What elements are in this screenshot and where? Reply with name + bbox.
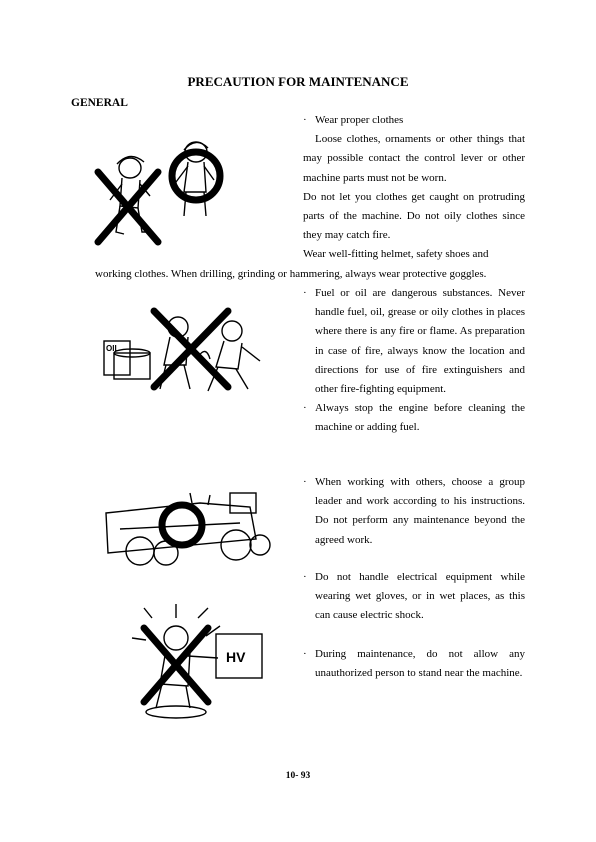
bullet-item — [303, 111, 525, 130]
page-number: 10- 93 — [285, 771, 311, 781]
section-heading: GENERAL — [71, 97, 128, 109]
prohibited-x-icon — [144, 628, 208, 702]
clothes-paragraph-3: Wear well-fitting helmet, safety shoes and — [303, 248, 489, 261]
panel-label: HV — [226, 649, 246, 665]
electrical-precaution — [303, 568, 525, 626]
prohibited-x-icon — [154, 311, 228, 387]
bullet-item — [303, 473, 525, 550]
unauthorized-text: During maintenance, do not allow any unauthorized person to stand near the machine. — [315, 648, 525, 680]
clothes-paragraph-1: Loose clothes, ornaments or other things that may possible contact the control lever or other machine parts must not be worn. — [303, 133, 525, 184]
group-work-text: When working with others, choose a group leader and work according to his instructions. Do not perform any maintenance beyond the agreed work. — [315, 476, 525, 546]
electrical-text: Do not handle electrical equipment while wearing wet gloves, or in wet places, as this can cause electric shock. — [315, 571, 525, 622]
unauthorized-precaution — [303, 645, 525, 683]
electrical-shock-illustration — [116, 604, 276, 724]
clothes-precaution — [303, 111, 525, 265]
bullet-item — [303, 284, 525, 399]
clothes-paragraph-3-continued: working clothes. When drilling, grinding or hammering, always wear protective goggles. — [95, 268, 487, 280]
clothes-paragraph-2: Do not let you clothes get caught on protruding parts of the machine. Do not oily clothes since they may catch fire. — [303, 190, 525, 242]
bullet-item — [303, 568, 525, 626]
prohibited-x-icon — [98, 172, 158, 242]
fuel-precaution — [303, 284, 525, 438]
clothes-illustration — [90, 128, 240, 253]
bullet-dot: · — [303, 287, 307, 299]
bullet-dot: · — [303, 648, 307, 660]
page-title: PRECAUTION FOR MAINTENANCE — [187, 74, 409, 89]
fuel-fire-illustration — [98, 305, 268, 395]
clothes-heading: Wear proper clothes — [315, 114, 404, 126]
stop-engine-text: Always stop the engine before cleaning the machine or adding fuel. — [315, 402, 525, 434]
group-work-precaution — [303, 473, 525, 550]
bullet-item — [303, 399, 525, 437]
oil-can-label: OIL — [106, 344, 120, 353]
bullet-dot: · — [303, 476, 307, 488]
bullet-dot: · — [303, 114, 307, 126]
bullet-item — [303, 645, 525, 683]
bullet-dot: · — [303, 571, 307, 583]
correct-circle-icon — [172, 152, 220, 200]
bullet-dot: · — [303, 402, 307, 415]
group-work-illustration — [100, 483, 275, 575]
fuel-text: Fuel or oil are dangerous substances. Never handle fuel, oil, grease or oily clothes in places where there is any fire or flame. As preparation in case of fire, always know the location and directions for use of fire extinguishers and other fire-fighting equipment. — [315, 287, 525, 396]
